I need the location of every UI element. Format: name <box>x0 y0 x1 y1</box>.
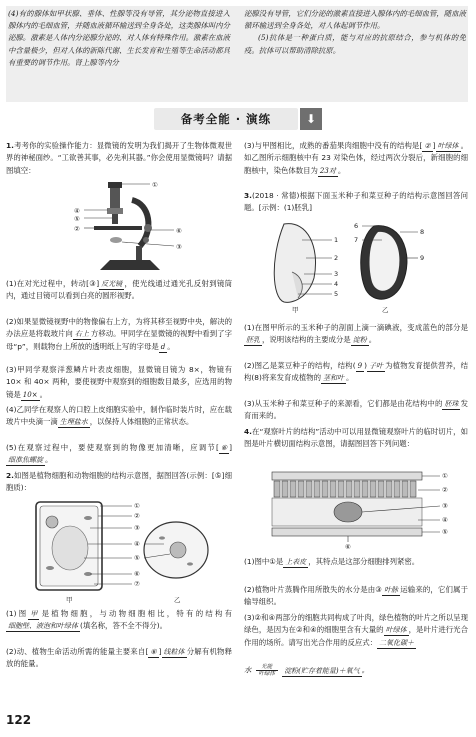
mic-label-5: ⑤ <box>74 215 80 223</box>
mic-label-2: ② <box>74 225 80 233</box>
q1-s5-text-b: ] <box>229 443 232 452</box>
seed-caption-yi: 乙 <box>382 306 389 314</box>
microscope-figure <box>70 180 190 276</box>
q1-s2-answer: 右上 <box>74 330 89 339</box>
q1-s2-answer-2: d <box>160 342 166 351</box>
cell-label-6: ⑥ <box>134 570 140 578</box>
note-left-text <box>8 8 230 69</box>
down-arrow-icon: ⬇ <box>300 108 322 130</box>
leaf-label-1: ① <box>442 472 448 480</box>
q2-s3-answer: ② <box>424 142 431 150</box>
seed-label-3: 3 <box>334 270 339 278</box>
q4-s2-answer: 叶脉 <box>384 586 399 594</box>
q4-s3-answer: 叶绿体 <box>385 626 407 635</box>
q3-s2-answer: 9 <box>357 362 363 370</box>
question-2 <box>6 470 232 495</box>
q3-sub3 <box>244 398 468 423</box>
seed-label-4: 4 <box>334 280 339 288</box>
q1-s2-text-c: 。 <box>167 341 175 351</box>
q1-s3-text-b: 。 <box>39 389 47 399</box>
q2-s2-answer-2: 线粒体 <box>163 648 185 656</box>
q2-stem: 如图是植物细胞和动物细胞的结构示意图，据图回答(示例：[⑤]细胞质)： <box>6 471 232 493</box>
seed-label-1: 1 <box>334 236 339 244</box>
note-right-p1: 泌腺没有导管，它们分泌的激素直接进入腺体内的毛细血管，随血液循环输送到全身各处，对人体起调节作用。 <box>244 9 466 31</box>
q2-s3-text-d: 。 <box>337 165 346 175</box>
q1-sub4 <box>6 404 232 429</box>
q1-s1-answer: 反光镜 <box>101 280 123 288</box>
q3-s2-answer-3: 茎和叶 <box>323 374 344 383</box>
q2-sub1 <box>6 608 232 633</box>
q1-s5-text-c: 。 <box>45 455 53 465</box>
q1-s2-text-a: (2)如果显微镜视野中的物像偏右上方，为将其移至视野中央，解决的办法应是将载玻片向 <box>6 317 232 339</box>
eq-condition-top: 光能 <box>261 664 273 670</box>
leaf-label-5: ⑤ <box>442 528 448 536</box>
q4-s3-text-a: (3)②和④两部分的细胞共同构成了叶肉，绿色植物的叶片之所以呈现绿色，是因为在②和④的细胞里含有大量的 <box>244 613 468 635</box>
q2-s1-answer-2: 细胞壁、液泡和叶绿体 <box>8 622 78 631</box>
q3-s1-answer: 胚乳 <box>246 336 260 345</box>
question-4 <box>244 426 468 451</box>
q3-s1-text-a: (1)在图甲所示的玉米种子的剖面上滴一滴碘液，变成蓝色的部分是 <box>244 323 468 332</box>
question-1 <box>6 140 232 177</box>
seed-label-9: 9 <box>420 254 425 262</box>
mic-label-1: ① <box>152 181 158 189</box>
q1-stem: 考考你的实验操作能力：显微镜的发明为我们揭开了生物体微观世界的神秘面纱。“工欲善其事，必先利其器。”你会使用显微镜吗？请据图填空： <box>6 141 232 175</box>
q2-s1-text-a: (1)图 <box>6 609 29 618</box>
q2-s2-answer: ⑥ <box>150 648 157 656</box>
q3-s3-answer: 胚珠 <box>444 400 459 408</box>
q1-sub3 <box>6 364 232 401</box>
cell-figure <box>28 498 218 606</box>
q4-s1-answer: 上表皮 <box>285 558 307 566</box>
q4-s1-text-b: ，其特点是这部分细胞排列紧密。 <box>308 557 420 566</box>
q2-number: 2. <box>6 471 14 480</box>
eq-condition-bottom: 叶绿体 <box>258 671 276 677</box>
leaf-label-2: ② <box>442 486 448 494</box>
q2-s3-text-b: ] <box>432 141 436 150</box>
q3-s2-text-d: 。 <box>346 373 354 383</box>
q1-s1-text-b: ，使光线通过通光孔反射到镜筒内，通过目镜可以看到白亮的圆形视野。 <box>6 279 232 301</box>
q4-number: 4. <box>244 427 252 436</box>
q1-s2-text-b: 方移动。甲同学在显微镜的视野中看到了字母“p”，则载物台上所放的透明纸上写的字母是 <box>6 329 232 351</box>
q4-stem: 在“观察叶片的结构”活动中可以用显微镜观察叶片的临时切片，如图是叶片横切面结构示意图，请据图回答下列问题： <box>244 427 468 449</box>
cell-label-1: ① <box>134 502 140 510</box>
q4-s1-text-a: (1)图中①是 <box>244 557 284 566</box>
leaf-label-3: ③ <box>442 502 448 510</box>
q1-number: 1. <box>6 141 14 150</box>
q3-sub1 <box>244 322 468 347</box>
q1-s5-answer-2: 细准焦螺旋 <box>8 456 43 465</box>
q2-s1-answer: 甲 <box>30 610 38 618</box>
q1-s3-answer: 10× <box>22 390 38 399</box>
q2-s1-text-b: 是植物细胞，与动物细胞相比，特有的结构有 <box>39 609 232 618</box>
q4-s3-answer-2: 二氧化碳＋ <box>379 638 415 647</box>
seed-label-2: 2 <box>334 254 339 262</box>
q1-sub1 <box>6 278 232 303</box>
eq-end: 。 <box>361 665 369 675</box>
q2-s2-text-b: ] <box>158 647 162 656</box>
note-right-text <box>244 8 466 57</box>
q3-number: 3. <box>244 191 252 200</box>
q4-sub1 <box>244 556 468 568</box>
seed-caption-jia: 甲 <box>292 306 299 314</box>
q2-sub2 <box>6 646 232 671</box>
page-number: 122 <box>6 713 32 727</box>
q3-s2-text-c: 为植物发育提供营养，结构(8)将来发育成植物的 <box>244 361 468 383</box>
note-right-p2: (5)抗体是一种蛋白质，能与对应的抗原结合，参与机体的免疫。抗体可以帮助清除抗原。 <box>244 33 466 55</box>
q4-s2-text-a: (2)植物叶片蒸腾作用所散失的水分是由③ <box>244 585 383 594</box>
q2-s3-answer-3: 23对 <box>319 166 336 175</box>
note-left-p1: (4)有的腺体如甲状腺、垂体、性腺等没有导管，其分泌物直接进入腺体内的毛细血管，并随血液循环输送到全身各处，这类腺体叫内分泌腺。激素是人体内分泌腺分泌的、对人体有特殊作用。激素在血液中含量极少，但对人体的新陈代谢、生长发育和生殖等生命活动都具有重要的调节作用。肾上腺等内分 <box>8 9 230 67</box>
q1-sub2 <box>6 316 232 353</box>
mic-label-6: ⑥ <box>176 227 182 235</box>
q4-sub3 <box>244 612 468 649</box>
leaf-section-figure <box>268 468 464 550</box>
leaf-label-6: ⑥ <box>345 543 351 550</box>
q3-s1-answer-2: 淀粉 <box>352 336 367 345</box>
q3-sub2 <box>244 360 468 385</box>
q2-s2-text-c: 分解有机物释放的能量。 <box>6 647 232 669</box>
q1-sub5 <box>6 442 232 467</box>
q1-s5-answer: ⑥ <box>220 444 228 452</box>
cell-label-2: ② <box>134 512 140 520</box>
cell-label-3: ③ <box>134 524 140 532</box>
cell-caption-yi: 乙 <box>174 596 181 604</box>
q3-s1-text-b: ，说明该结构的主要成分是 <box>262 335 351 345</box>
q2-sub3 <box>244 140 468 177</box>
q4-equation <box>244 664 468 677</box>
q1-s1-text-a: (1)在对光过程中，转动[③] <box>6 279 100 288</box>
q3-s3-text-a: (3)从玉米种子和菜豆种子的来源看，它们都是由花结构中的 <box>244 399 443 408</box>
q3-s2-text-a: (2)图乙是菜豆种子的结构，结构( <box>244 361 356 370</box>
q1-s4-answer: 生理盐水 <box>59 418 88 427</box>
q3-s2-answer-2: 子叶 <box>368 362 383 370</box>
seed-figure <box>262 218 452 314</box>
q1-s5-text-a: (5)在观察过程中，要使观察到的物像更加清晰，应调节[ <box>6 443 219 452</box>
seed-label-8: 8 <box>420 228 425 236</box>
q1-s4-text-b: ，以保持人体细胞的正常状态。 <box>89 417 194 427</box>
q1-s4-text-a: (4)乙同学在观察人的口腔上皮细胞实验中，制作临时装片时，应在载玻片中央滴一滴 <box>6 405 232 427</box>
q2-s3-text-c: 。如乙图所示细胞核中有 23 对染色体，经过两次分裂后，新细胞的细胞核中，染色体数目为 <box>244 141 468 175</box>
q2-s2-text-a: (2)动、植物生命活动所需的能量主要来自[ <box>6 647 149 656</box>
q2-s3-text-a: (3)与甲图相比，成熟的番茄果肉细胞中没有的结构是[ <box>244 141 423 150</box>
section-banner <box>154 108 320 130</box>
seed-label-6: 6 <box>354 222 359 230</box>
corn-seed <box>274 224 315 303</box>
q3-s1-text-c: 。 <box>368 335 377 345</box>
q2-s3-answer-2: 叶绿体 <box>437 142 459 150</box>
mic-label-3: ③ <box>176 243 182 251</box>
q3-s3-text-b: 发育而来的。 <box>244 399 468 421</box>
question-3 <box>244 190 468 215</box>
eq-products: 淀粉(贮存着能量)＋氧气 <box>284 666 360 675</box>
q2-s1-text-c: (填名称，答不全不得分)。 <box>80 621 168 631</box>
q1-s3-text-a: (3)甲同学观察洋葱鳞片叶表皮细胞，显微镜目镜为 8×，物镜有 10× 和 40× 两种，要使视野中观察到的细胞数目最多，应选用的物镜是 <box>6 365 232 399</box>
microscope-drawing <box>94 182 160 270</box>
seed-label-5: 5 <box>334 290 339 298</box>
banner-title: 备考全能 · 演练 <box>154 108 298 130</box>
leaf-section-drawing <box>272 472 422 536</box>
q3-stem: (2018 · 常德)根据下面玉米种子和菜豆种子的结构示意图回答问题。[示例：(1)胚乳] <box>244 191 468 213</box>
q4-s2-text-b: 运输来的，它们属于输导组织。 <box>244 585 468 607</box>
q4-s3-text-b: ，是叶片进行光合作用的场所。请写出光合作用的反应式： <box>244 625 468 647</box>
cell-label-4: ④ <box>134 540 140 548</box>
eq-water: 水 <box>244 665 252 675</box>
mic-label-4: ④ <box>74 207 80 215</box>
cell-label-5: ⑤ <box>134 554 140 562</box>
cell-caption-jia: 甲 <box>66 596 73 604</box>
seed-label-7: 7 <box>354 236 359 244</box>
q4-sub2 <box>244 584 468 609</box>
leaf-label-4: ④ <box>442 516 448 524</box>
q3-s2-text-b: ) <box>364 361 367 370</box>
cell-label-7: ⑦ <box>134 580 140 588</box>
eq-arrow <box>256 664 278 677</box>
